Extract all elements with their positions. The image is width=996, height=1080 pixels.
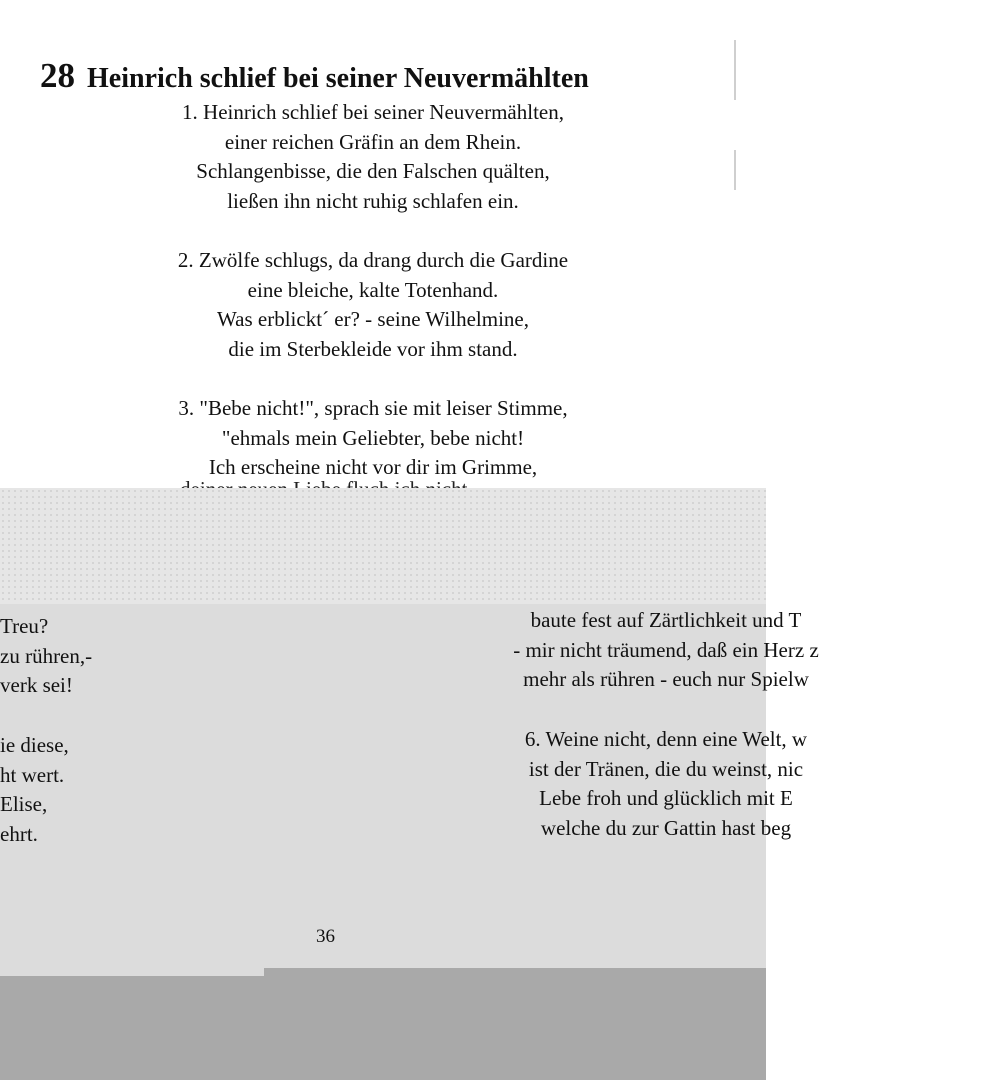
verse-line: Ich erscheine nicht vor dir im Grimme, — [208, 455, 538, 480]
song-number: 28 — [40, 56, 75, 95]
verse-line: 2. Zwölfe schlugs, da drang durch die Gardine — [177, 248, 569, 272]
verse-line: Schlangenbisse, die den Falschen quälten, — [196, 159, 550, 184]
fragment-line: Treu? — [0, 614, 49, 638]
verse-line: die im Sterbekleide vor ihm stand. — [228, 337, 518, 362]
verse-1 — [0, 98, 746, 217]
scanner-background — [0, 968, 766, 1080]
left-column-fragment — [0, 612, 92, 850]
fragment-line: ehrt. — [0, 821, 38, 846]
verse-line: 3. "Bebe nicht!", sprach sie mit leiser Stimme, — [178, 396, 568, 420]
verse-line: einer reichen Gräfin an dem Rhein. — [224, 129, 522, 154]
verse-line: 1. Heinrich schlief bei seiner Neuvermählten, — [182, 100, 564, 124]
fragment-line: baute fest auf Zärtlichkeit und T — [530, 608, 802, 632]
right-column-fragment — [336, 606, 996, 844]
verse-line: "ehmals mein Geliebter, bebe nicht! — [221, 425, 525, 450]
fragment-line: ist der Tränen, die du weinst, nic — [528, 756, 804, 781]
verse-line: eine bleiche, kalte Totenhand. — [247, 277, 499, 302]
fragment-line: mehr als rühren - euch nur Spielw — [523, 667, 809, 692]
page-number: 36 — [316, 926, 335, 947]
song-title: Heinrich schlief bei seiner Neuvermählten — [87, 63, 589, 94]
fragment-line: Elise, — [0, 792, 48, 817]
fragment-line: 6. Weine nicht, denn eine Welt, w — [524, 726, 808, 751]
song-heading — [40, 56, 589, 96]
verse-2 — [0, 246, 746, 365]
fragment-line: verk sei! — [0, 673, 73, 698]
fragment-line: welche du zur Gattin hast beg — [540, 815, 792, 840]
fragment-line: zu rühren,- — [0, 643, 93, 668]
page-edge-mark — [734, 40, 736, 100]
verse-line: ließen ihn nicht ruhig schlafen ein. — [227, 189, 519, 214]
verse-line: Was erblickt´ er? - seine Wilhelmine, — [217, 307, 529, 332]
fragment-line: ie diese, — [0, 732, 69, 757]
verse-3 — [0, 394, 746, 483]
fragment-line: ht wert. — [0, 762, 65, 787]
page-bottom-edge — [0, 968, 264, 976]
stanza-gap — [0, 701, 92, 731]
fragment-line: - mir nicht träumend, daß ein Herz z — [513, 637, 819, 662]
fragment-line: Lebe froh und glücklich mit E — [539, 786, 793, 811]
scan-gap-band — [0, 488, 766, 608]
stanza-gap — [336, 695, 996, 725]
